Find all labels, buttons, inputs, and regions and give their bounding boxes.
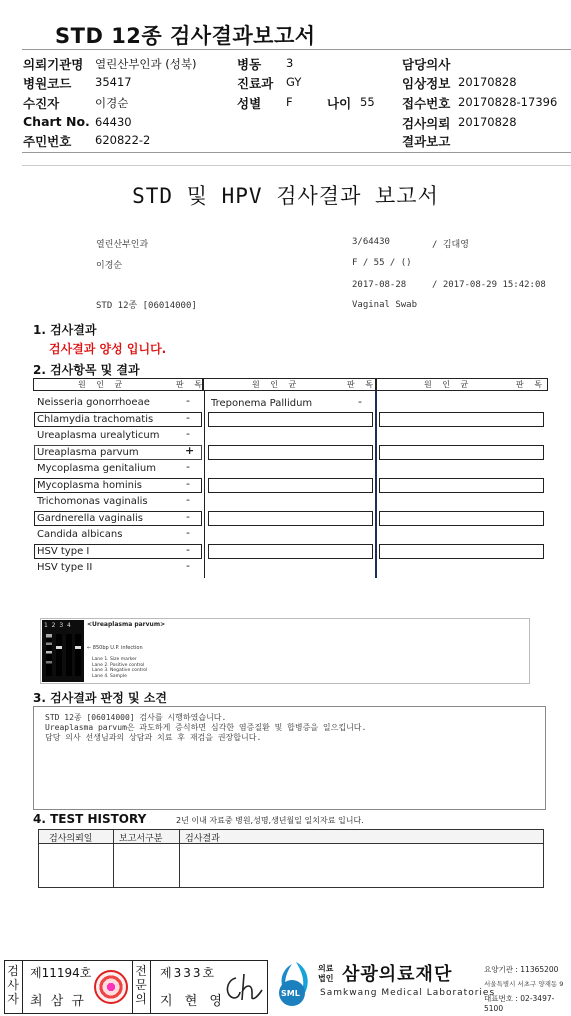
date-received: 2017-08-28 <box>352 280 407 290</box>
section-divider <box>22 165 571 166</box>
examiner-label: 검사자 <box>7 964 19 1006</box>
foundation-prefix: 의료 법인 <box>318 964 334 983</box>
header-label-2-k1: 수진자 <box>23 96 60 111</box>
test-item-name: Gardnerella vaginalis <box>37 512 143 524</box>
col2-judge-label: 판 독 <box>347 380 377 389</box>
examiner-seal-icon <box>94 970 128 1004</box>
header-value-2-v4: 20170828-17396 <box>458 95 558 109</box>
comment-line-3: 담당 의사 선생님과의 상담과 치료 후 재검을 권장합니다. <box>45 733 262 742</box>
test-item-name: Chlamydia trachomatis <box>37 413 154 425</box>
history-note: 2년 이내 자료중 병원,성명,생년월일 일치자료 입니다. <box>176 816 364 825</box>
header-label-1-k4: 임상정보 <box>402 76 451 91</box>
header-label-0-k1: 의뢰기관명 <box>23 57 84 72</box>
header-label-0-k4: 담당의사 <box>402 57 451 72</box>
date-reported: / 2017-08-29 15:42:08 <box>432 280 546 290</box>
header-value-2-v3: 55 <box>360 95 375 109</box>
examiner-license: 제11194호 <box>30 966 92 980</box>
test-item-name: HSV type II <box>37 562 93 573</box>
test-item-result: - <box>186 493 190 506</box>
header-label-3-k4: 검사의뢰 <box>402 116 451 131</box>
header-value-1-v2: GY <box>286 75 302 89</box>
test-item-name: HSV type I <box>37 545 90 557</box>
specimen-type: Vaginal Swab <box>352 300 418 310</box>
test-item-name: Ureaplasma parvum <box>37 446 139 458</box>
col3-empty-box <box>379 412 544 427</box>
col2-empty-box <box>208 478 373 493</box>
col1-divider <box>204 391 205 578</box>
header-divider <box>22 49 571 50</box>
col3-judge-label: 판 독 <box>516 380 546 389</box>
foundation-name: 삼광의료재단 <box>342 964 453 985</box>
header-label-1-k1: 병원코드 <box>23 76 72 91</box>
header-label-2-k4: 접수번호 <box>402 96 451 111</box>
test-item-result: - <box>186 542 190 556</box>
ward-chart: 3/64430 <box>352 237 390 247</box>
col3-row0 <box>379 395 544 410</box>
col2-item-result: - <box>358 395 362 408</box>
gel-caption: <Ureaplasma parvum> <box>87 621 166 628</box>
header-value-4-v1: 620822-2 <box>95 133 151 147</box>
gel-frame <box>40 618 530 684</box>
comment-line-2: Ureaplasma parvum은 과도하게 증식하면 심각한 염증질환 및 합병증을 일으킵니다. <box>45 723 367 732</box>
test-item-name: Neisseria gonorrhoeae <box>37 397 150 408</box>
col2-item-name: Treponema Pallidum <box>211 398 313 409</box>
history-col-date: 검사의뢰일 <box>49 834 93 844</box>
overall-result: 검사결과 양성 입니다. <box>49 342 167 356</box>
test-item-result: - <box>186 526 190 539</box>
gel-band-label: ← 850bp U.P. infection <box>87 645 143 651</box>
history-col-result: 검사결과 <box>185 834 220 844</box>
foundation-phone: 대표번호 : 02-3497-5100 <box>484 994 555 1013</box>
hospital-name: 열린산부인과 <box>96 240 149 250</box>
header-value-0-v2: 3 <box>286 56 294 70</box>
test-item-result: - <box>186 394 190 407</box>
col1-cause-label: 원 인 균 <box>78 380 127 389</box>
examiner-name: 최 삼 규 <box>30 994 86 1009</box>
test-item-result: - <box>186 509 190 523</box>
test-item-name: Mycoplasma genitalium <box>37 463 156 474</box>
col3-empty-box <box>379 511 544 526</box>
col3-cause-label: 원 인 균 <box>424 380 473 389</box>
col3-empty-box <box>379 478 544 493</box>
col2-cause-label: 원 인 균 <box>252 380 301 389</box>
doctor-name: / 김대영 <box>432 240 469 250</box>
sml-logo-icon <box>272 960 318 1010</box>
col3-empty-box <box>379 445 544 460</box>
comment-line-1: STD 12종 [06014000] 검사를 시행하였습니다. <box>45 713 227 722</box>
specialist-signature-icon <box>222 970 264 1004</box>
gel-lane-1: 1 <box>44 622 48 629</box>
gel-lane-2: 2 <box>51 622 56 629</box>
section-4-heading: 4. TEST HISTORY <box>33 812 147 826</box>
test-item-result: - <box>186 427 190 440</box>
gel-legend-item: Lane 4. Sample <box>92 673 127 679</box>
header-label-3-k1: Chart No. <box>23 114 90 129</box>
foundation-english: Samkwang Medical Laboratories <box>320 988 496 998</box>
header-label-4-k4: 결과보고 <box>402 134 451 149</box>
foundation-address: 서울특별시 서초구 양재동 9 <box>484 980 564 988</box>
header-value-2-v1: 이경순 <box>95 96 129 110</box>
header-label-4-k1: 주민번호 <box>23 134 72 149</box>
gel-lane-3: 3 <box>59 622 64 629</box>
test-item-result: - <box>186 410 190 424</box>
header-value-1-v4: 20170828 <box>458 75 517 89</box>
gel-legend-item: Lane 2. Positive control <box>92 662 145 668</box>
col3-empty-box <box>379 544 544 559</box>
section-3-heading: 3. 검사결과 판정 및 소견 <box>33 691 167 705</box>
history-col-type: 보고서구분 <box>119 834 163 844</box>
gel-legend-item: Lane 3. Negative control <box>92 668 148 673</box>
header-value-3-v1: 64430 <box>95 115 132 129</box>
header-label-0-k2: 병동 <box>237 57 262 72</box>
test-item-name: Ureaplasma urealyticum <box>37 430 160 441</box>
report-title: STD 및 HPV 검사결과 보고서 <box>132 184 439 208</box>
col2-empty-box <box>208 511 373 526</box>
test-item-result: + <box>185 443 195 457</box>
section-2-heading: 2. 검사항목 및 결과 <box>33 363 140 377</box>
gel-lane-4: 4 <box>66 622 71 629</box>
header-value-2-v2: F <box>286 95 293 109</box>
col1-judge-label: 판 독 <box>176 380 206 389</box>
header-divider-bottom <box>22 152 571 153</box>
test-item-name: Trichomonas vaginalis <box>37 496 148 507</box>
test-item-name: Candida albicans <box>37 529 123 540</box>
header-label-2-k3: 나이 <box>327 96 352 111</box>
specialist-label: 전문의 <box>135 964 147 1006</box>
sex-age: F / 55 / () <box>352 258 412 268</box>
test-code: STD 12종 [06014000] <box>96 301 197 311</box>
col2-empty-box <box>208 412 373 427</box>
patient-name: 이경순 <box>96 261 123 271</box>
report-header-title: STD 12종 검사결과보고서 <box>55 24 316 48</box>
agency-number: 요양기관 : 11365200 <box>484 965 559 974</box>
header-value-1-v1: 35417 <box>95 75 132 89</box>
header-label-2-k2: 성별 <box>237 96 262 111</box>
section-1-heading: 1. 검사결과 <box>33 323 97 337</box>
history-table <box>38 829 544 888</box>
logo-small-text: SML <box>281 989 300 998</box>
col2-empty-box <box>208 445 373 460</box>
specialist-license: 제333호 <box>160 966 217 980</box>
header-value-3-v4: 20170828 <box>458 115 517 129</box>
test-item-name: Mycoplasma hominis <box>37 479 142 491</box>
col2-empty-box <box>208 544 373 559</box>
signature-footer <box>0 958 571 1016</box>
test-item-result: - <box>186 559 190 572</box>
header-label-1-k2: 진료과 <box>237 76 274 91</box>
header-value-0-v1: 열린산부인과 (성북) <box>95 57 197 71</box>
gel-legend-item: Lane 1. Size marker <box>92 657 137 662</box>
col2-divider <box>375 391 377 578</box>
test-item-result: - <box>186 460 190 473</box>
specialist-name: 지 현 영 <box>160 994 226 1009</box>
test-item-result: - <box>186 476 190 490</box>
